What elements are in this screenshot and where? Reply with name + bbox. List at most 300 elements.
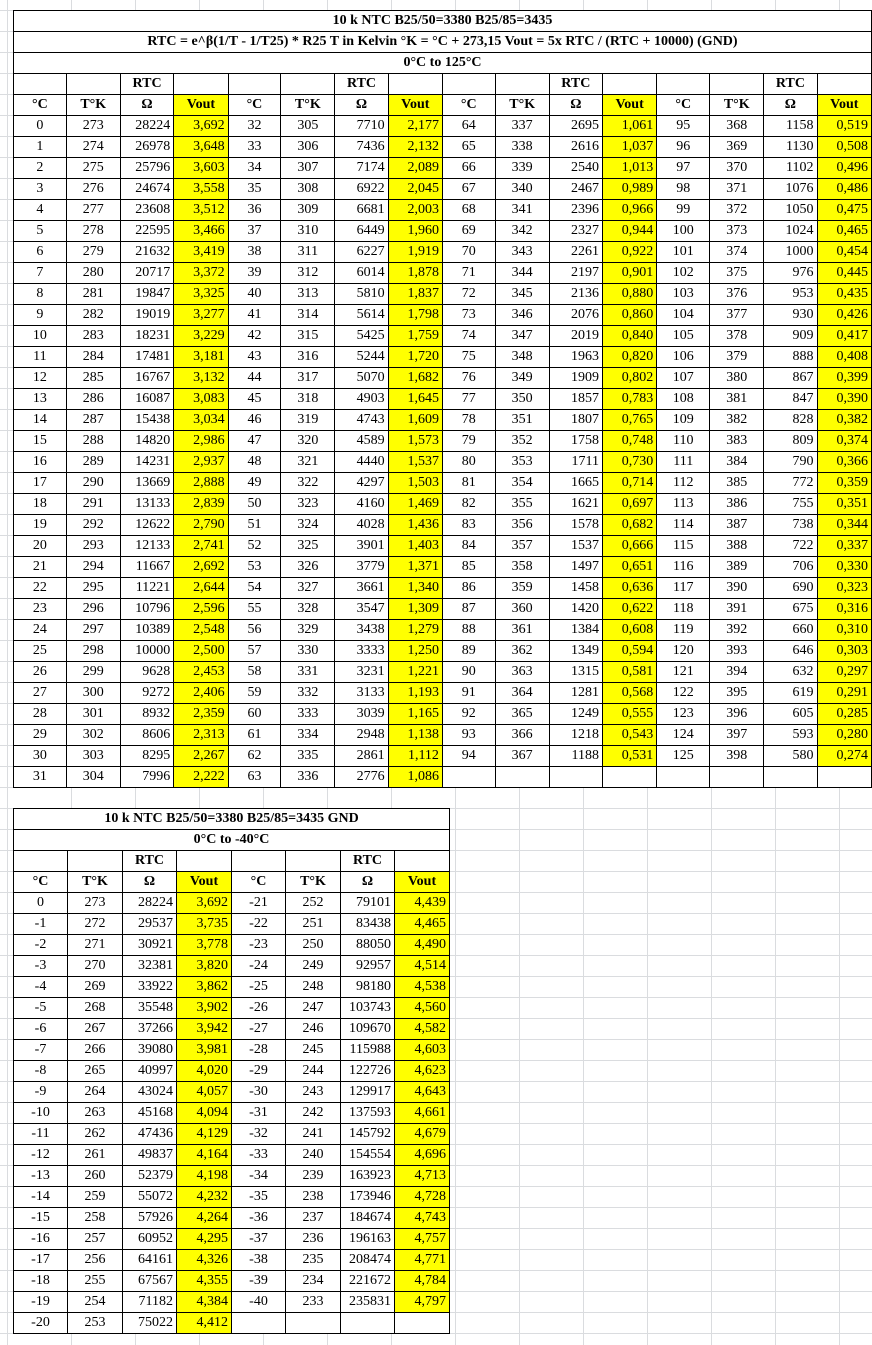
cell-celsius: 95: [657, 116, 710, 137]
cell-kelvin: 268: [68, 998, 123, 1019]
cell-vout: 2,132: [388, 137, 442, 158]
header-vout: Vout: [388, 95, 442, 116]
cell-resistance: 43024: [123, 1082, 177, 1103]
cell-resistance: 772: [764, 473, 817, 494]
cell-resistance: 1188: [549, 746, 602, 767]
table-row: [14, 1271, 450, 1292]
cell-vout: 0,568: [602, 683, 656, 704]
cell-kelvin: 335: [281, 746, 335, 767]
cell-celsius: 3: [14, 179, 67, 200]
header-rtc: RTC: [549, 74, 602, 95]
header-empty: [602, 74, 656, 95]
cell-kelvin: 304: [66, 767, 120, 788]
header-vout: Vout: [602, 95, 656, 116]
cell-celsius: 117: [657, 578, 710, 599]
cell-kelvin: 235: [286, 1250, 341, 1271]
cell-celsius: 76: [442, 368, 495, 389]
table-row: [14, 641, 872, 662]
cell-celsius: 86: [442, 578, 495, 599]
cell-kelvin: 365: [495, 704, 549, 725]
table-row: [14, 284, 872, 305]
cell-celsius: -5: [14, 998, 68, 1019]
cell-celsius: 100: [657, 221, 710, 242]
cell-kelvin: 265: [68, 1061, 123, 1082]
cell-resistance: 1537: [549, 536, 602, 557]
cell-vout: 2,644: [174, 578, 228, 599]
cell-resistance: 103743: [341, 998, 395, 1019]
cell-resistance: 2861: [335, 746, 388, 767]
table-row: [14, 599, 872, 620]
cell-celsius: 103: [657, 284, 710, 305]
header-celsius: °C: [14, 95, 67, 116]
cell-kelvin: 382: [710, 410, 764, 431]
header-ohm: Ω: [764, 95, 817, 116]
table-row: [14, 368, 872, 389]
cell-kelvin: 272: [68, 914, 123, 935]
table-row: [14, 389, 872, 410]
cell-celsius: 121: [657, 662, 710, 683]
cell-resistance: 145792: [341, 1124, 395, 1145]
cell-resistance: 16087: [120, 389, 174, 410]
cell-vout: 0,310: [817, 620, 871, 641]
table-row: [14, 956, 450, 977]
cell-kelvin: 362: [495, 641, 549, 662]
cell-kelvin: 332: [281, 683, 335, 704]
cell-resistance: 2396: [549, 200, 602, 221]
empty-cell: [710, 767, 764, 788]
cell-kelvin: 361: [495, 620, 549, 641]
cell-resistance: 8295: [120, 746, 174, 767]
cell-kelvin: 238: [286, 1187, 341, 1208]
cell-vout: 0,280: [817, 725, 871, 746]
table-row: [14, 200, 872, 221]
cell-kelvin: 325: [281, 536, 335, 557]
cell-vout: 4,661: [395, 1103, 450, 1124]
cell-celsius: -22: [232, 914, 286, 935]
cell-resistance: 953: [764, 284, 817, 305]
cell-celsius: 75: [442, 347, 495, 368]
cell-resistance: 83438: [341, 914, 395, 935]
cell-resistance: 2695: [549, 116, 602, 137]
cell-kelvin: 379: [710, 347, 764, 368]
cell-vout: 3,419: [174, 242, 228, 263]
table-row: [14, 221, 872, 242]
cell-vout: 0,636: [602, 578, 656, 599]
cell-kelvin: 305: [281, 116, 335, 137]
cell-resistance: 12622: [120, 515, 174, 536]
cell-celsius: 35: [228, 179, 281, 200]
header-row-rtc: [14, 851, 450, 872]
table-row: [14, 305, 872, 326]
cell-celsius: 56: [228, 620, 281, 641]
cell-resistance: 75022: [123, 1313, 177, 1334]
cell-resistance: 1384: [549, 620, 602, 641]
table-row: [14, 578, 872, 599]
cell-vout: 4,514: [395, 956, 450, 977]
header-empty: [710, 74, 764, 95]
cell-celsius: 107: [657, 368, 710, 389]
cell-vout: 4,057: [177, 1082, 232, 1103]
cell-kelvin: 367: [495, 746, 549, 767]
cell-celsius: 109: [657, 410, 710, 431]
cell-celsius: -38: [232, 1250, 286, 1271]
cell-celsius: 113: [657, 494, 710, 515]
cell-kelvin: 294: [66, 557, 120, 578]
cell-celsius: 83: [442, 515, 495, 536]
cell-kelvin: 309: [281, 200, 335, 221]
cell-celsius: -25: [232, 977, 286, 998]
cell-resistance: 7436: [335, 137, 388, 158]
cell-vout: 1,878: [388, 263, 442, 284]
cell-vout: 0,475: [817, 200, 871, 221]
cell-resistance: 809: [764, 431, 817, 452]
table-row: [14, 1082, 450, 1103]
cell-celsius: 99: [657, 200, 710, 221]
cell-resistance: 1857: [549, 389, 602, 410]
cell-resistance: 235831: [341, 1292, 395, 1313]
cell-vout: 1,112: [388, 746, 442, 767]
cell-celsius: 28: [14, 704, 67, 725]
cell-celsius: 57: [228, 641, 281, 662]
cell-kelvin: 233: [286, 1292, 341, 1313]
header-empty: [388, 74, 442, 95]
cell-kelvin: 296: [66, 599, 120, 620]
cell-resistance: 10796: [120, 599, 174, 620]
cell-vout: 0,408: [817, 347, 871, 368]
header-celsius: °C: [228, 95, 281, 116]
cell-celsius: 108: [657, 389, 710, 410]
cell-celsius: -29: [232, 1061, 286, 1082]
cell-kelvin: 308: [281, 179, 335, 200]
cell-resistance: 2261: [549, 242, 602, 263]
range-label: 0°C to -40°C: [14, 830, 450, 851]
cell-kelvin: 242: [286, 1103, 341, 1124]
cell-kelvin: 344: [495, 263, 549, 284]
cell-vout: 0,820: [602, 347, 656, 368]
cell-celsius: 5: [14, 221, 67, 242]
cell-kelvin: 369: [710, 137, 764, 158]
cell-kelvin: 356: [495, 515, 549, 536]
cell-kelvin: 251: [286, 914, 341, 935]
empty-cell: [395, 1313, 450, 1334]
empty-cell: [442, 767, 495, 788]
cell-celsius: 36: [228, 200, 281, 221]
cell-celsius: 50: [228, 494, 281, 515]
header-ohm: Ω: [341, 872, 395, 893]
cell-kelvin: 284: [66, 347, 120, 368]
cell-resistance: 1000: [764, 242, 817, 263]
cell-kelvin: 277: [66, 200, 120, 221]
cell-vout: 1,436: [388, 515, 442, 536]
cell-kelvin: 258: [68, 1208, 123, 1229]
cell-kelvin: 364: [495, 683, 549, 704]
cell-celsius: 30: [14, 746, 67, 767]
cell-kelvin: 338: [495, 137, 549, 158]
cell-resistance: 2540: [549, 158, 602, 179]
cell-celsius: 62: [228, 746, 281, 767]
cell-vout: 0,765: [602, 410, 656, 431]
cell-resistance: 4297: [335, 473, 388, 494]
cell-vout: 1,138: [388, 725, 442, 746]
cell-kelvin: 360: [495, 599, 549, 620]
cell-vout: 0,366: [817, 452, 871, 473]
empty-cell: [764, 767, 817, 788]
cell-resistance: 19019: [120, 305, 174, 326]
cell-resistance: 3333: [335, 641, 388, 662]
cell-celsius: -6: [14, 1019, 68, 1040]
cell-vout: 2,548: [174, 620, 228, 641]
cell-vout: 4,603: [395, 1040, 450, 1061]
cell-kelvin: 394: [710, 662, 764, 683]
cell-vout: 1,279: [388, 620, 442, 641]
cell-celsius: 27: [14, 683, 67, 704]
cell-vout: 4,295: [177, 1229, 232, 1250]
cell-vout: 0,344: [817, 515, 871, 536]
cell-kelvin: 243: [286, 1082, 341, 1103]
cell-kelvin: 366: [495, 725, 549, 746]
cell-vout: 3,902: [177, 998, 232, 1019]
cell-celsius: 9: [14, 305, 67, 326]
cell-resistance: 790: [764, 452, 817, 473]
cell-celsius: -15: [14, 1208, 68, 1229]
cell-resistance: 2136: [549, 284, 602, 305]
table-row: [14, 704, 872, 725]
cell-kelvin: 375: [710, 263, 764, 284]
cell-kelvin: 255: [68, 1271, 123, 1292]
cell-vout: 3,692: [174, 116, 228, 137]
cell-celsius: 59: [228, 683, 281, 704]
header-empty: [14, 74, 67, 95]
cell-resistance: 163923: [341, 1166, 395, 1187]
cell-kelvin: 330: [281, 641, 335, 662]
cell-kelvin: 357: [495, 536, 549, 557]
header-empty: [817, 74, 871, 95]
cell-kelvin: 380: [710, 368, 764, 389]
cell-celsius: 88: [442, 620, 495, 641]
cell-celsius: 15: [14, 431, 67, 452]
cell-celsius: 82: [442, 494, 495, 515]
cell-celsius: 4: [14, 200, 67, 221]
cell-resistance: 2076: [549, 305, 602, 326]
table-row: [14, 431, 872, 452]
cell-kelvin: 240: [286, 1145, 341, 1166]
cell-celsius: 10: [14, 326, 67, 347]
cell-vout: 3,603: [174, 158, 228, 179]
cell-resistance: 196163: [341, 1229, 395, 1250]
cell-vout: 1,682: [388, 368, 442, 389]
cell-vout: 1,919: [388, 242, 442, 263]
cell-kelvin: 378: [710, 326, 764, 347]
cell-resistance: 4440: [335, 452, 388, 473]
cell-vout: 0,316: [817, 599, 871, 620]
cell-resistance: 1963: [549, 347, 602, 368]
cell-resistance: 98180: [341, 977, 395, 998]
cell-kelvin: 343: [495, 242, 549, 263]
cell-kelvin: 281: [66, 284, 120, 305]
table-row: [14, 452, 872, 473]
cell-vout: 0,666: [602, 536, 656, 557]
cell-celsius: 29: [14, 725, 67, 746]
cell-vout: 4,465: [395, 914, 450, 935]
table-row: [14, 326, 872, 347]
cell-celsius: 106: [657, 347, 710, 368]
cell-vout: 2,790: [174, 515, 228, 536]
cell-celsius: 43: [228, 347, 281, 368]
cell-kelvin: 385: [710, 473, 764, 494]
cell-vout: 1,309: [388, 599, 442, 620]
header-empty: [66, 74, 120, 95]
cell-vout: 2,359: [174, 704, 228, 725]
cell-resistance: 1621: [549, 494, 602, 515]
cell-vout: 4,679: [395, 1124, 450, 1145]
cell-kelvin: 381: [710, 389, 764, 410]
table-row: [14, 179, 872, 200]
header-vout: Vout: [817, 95, 871, 116]
cell-vout: 3,372: [174, 263, 228, 284]
cell-vout: 0,351: [817, 494, 871, 515]
cell-kelvin: 353: [495, 452, 549, 473]
cell-celsius: 110: [657, 431, 710, 452]
header-kelvin: T°K: [710, 95, 764, 116]
cell-resistance: 6227: [335, 242, 388, 263]
cell-celsius: 105: [657, 326, 710, 347]
cell-resistance: 137593: [341, 1103, 395, 1124]
cell-kelvin: 276: [66, 179, 120, 200]
cell-celsius: -21: [232, 893, 286, 914]
cell-resistance: 18231: [120, 326, 174, 347]
cell-celsius: 111: [657, 452, 710, 473]
cell-celsius: -26: [232, 998, 286, 1019]
cell-resistance: 1130: [764, 137, 817, 158]
cell-celsius: 73: [442, 305, 495, 326]
cell-vout: 4,623: [395, 1061, 450, 1082]
cell-resistance: 593: [764, 725, 817, 746]
cell-resistance: 909: [764, 326, 817, 347]
cell-vout: 1,573: [388, 431, 442, 452]
cell-celsius: 116: [657, 557, 710, 578]
cell-kelvin: 393: [710, 641, 764, 662]
cell-resistance: 3661: [335, 578, 388, 599]
cell-celsius: 41: [228, 305, 281, 326]
cell-celsius: 11: [14, 347, 67, 368]
cell-celsius: 8: [14, 284, 67, 305]
cell-vout: 1,609: [388, 410, 442, 431]
cell-kelvin: 279: [66, 242, 120, 263]
cell-vout: 0,531: [602, 746, 656, 767]
cell-kelvin: 320: [281, 431, 335, 452]
cell-celsius: 118: [657, 599, 710, 620]
cell-celsius: 55: [228, 599, 281, 620]
table-row: [14, 410, 872, 431]
cell-resistance: 5070: [335, 368, 388, 389]
cell-resistance: 706: [764, 557, 817, 578]
cell-celsius: 22: [14, 578, 67, 599]
cell-resistance: 221672: [341, 1271, 395, 1292]
cell-resistance: 7710: [335, 116, 388, 137]
cell-resistance: 2776: [335, 767, 388, 788]
cell-vout: 0,730: [602, 452, 656, 473]
cell-kelvin: 236: [286, 1229, 341, 1250]
cell-vout: 0,860: [602, 305, 656, 326]
cell-kelvin: 293: [66, 536, 120, 557]
cell-kelvin: 244: [286, 1061, 341, 1082]
cell-kelvin: 253: [68, 1313, 123, 1334]
cell-vout: 0,303: [817, 641, 871, 662]
cell-vout: 3,820: [177, 956, 232, 977]
cell-kelvin: 314: [281, 305, 335, 326]
cell-vout: 2,839: [174, 494, 228, 515]
formula-row: RTC = e^β(1/T - 1/T25) * R25 T in Kelvin °K = °C + 273,15 Vout = 5x RTC / (RTC + 10000) (GND): [14, 32, 872, 53]
cell-kelvin: 246: [286, 1019, 341, 1040]
cell-vout: 2,045: [388, 179, 442, 200]
cell-vout: 0,783: [602, 389, 656, 410]
cell-vout: 0,748: [602, 431, 656, 452]
cell-celsius: 122: [657, 683, 710, 704]
cell-vout: 0,622: [602, 599, 656, 620]
cell-resistance: 722: [764, 536, 817, 557]
cell-celsius: 74: [442, 326, 495, 347]
cell-celsius: -14: [14, 1187, 68, 1208]
cell-kelvin: 341: [495, 200, 549, 221]
cell-resistance: 2019: [549, 326, 602, 347]
cell-resistance: 60952: [123, 1229, 177, 1250]
cell-resistance: 3438: [335, 620, 388, 641]
cell-vout: 0,399: [817, 368, 871, 389]
cell-resistance: 867: [764, 368, 817, 389]
cell-resistance: 4028: [335, 515, 388, 536]
cell-celsius: 112: [657, 473, 710, 494]
cell-resistance: 7174: [335, 158, 388, 179]
cell-resistance: 32381: [123, 956, 177, 977]
cell-kelvin: 377: [710, 305, 764, 326]
header-row-columns: [14, 872, 450, 893]
cell-celsius: -9: [14, 1082, 68, 1103]
cell-vout: 4,129: [177, 1124, 232, 1145]
cell-kelvin: 241: [286, 1124, 341, 1145]
cell-resistance: 1281: [549, 683, 602, 704]
header-ohm: Ω: [335, 95, 388, 116]
empty-cell: [495, 767, 549, 788]
cell-kelvin: 285: [66, 368, 120, 389]
cell-kelvin: 315: [281, 326, 335, 347]
cell-resistance: 39080: [123, 1040, 177, 1061]
cell-celsius: 21: [14, 557, 67, 578]
cell-vout: 4,582: [395, 1019, 450, 1040]
cell-resistance: 184674: [341, 1208, 395, 1229]
cell-kelvin: 337: [495, 116, 549, 137]
cell-celsius: 66: [442, 158, 495, 179]
cell-celsius: 63: [228, 767, 281, 788]
cell-celsius: 40: [228, 284, 281, 305]
empty-cell: [817, 767, 871, 788]
cell-vout: 4,164: [177, 1145, 232, 1166]
cell-resistance: 1420: [549, 599, 602, 620]
cell-kelvin: 395: [710, 683, 764, 704]
cell-vout: 2,453: [174, 662, 228, 683]
header-ohm: Ω: [549, 95, 602, 116]
cell-kelvin: 237: [286, 1208, 341, 1229]
cell-resistance: 5614: [335, 305, 388, 326]
cell-celsius: -8: [14, 1061, 68, 1082]
table-row: [14, 620, 872, 641]
header-empty: [177, 851, 232, 872]
cell-celsius: -32: [232, 1124, 286, 1145]
header-rtc: RTC: [341, 851, 395, 872]
cell-celsius: 17: [14, 473, 67, 494]
cell-kelvin: 397: [710, 725, 764, 746]
cell-resistance: 4743: [335, 410, 388, 431]
cell-vout: 0,840: [602, 326, 656, 347]
